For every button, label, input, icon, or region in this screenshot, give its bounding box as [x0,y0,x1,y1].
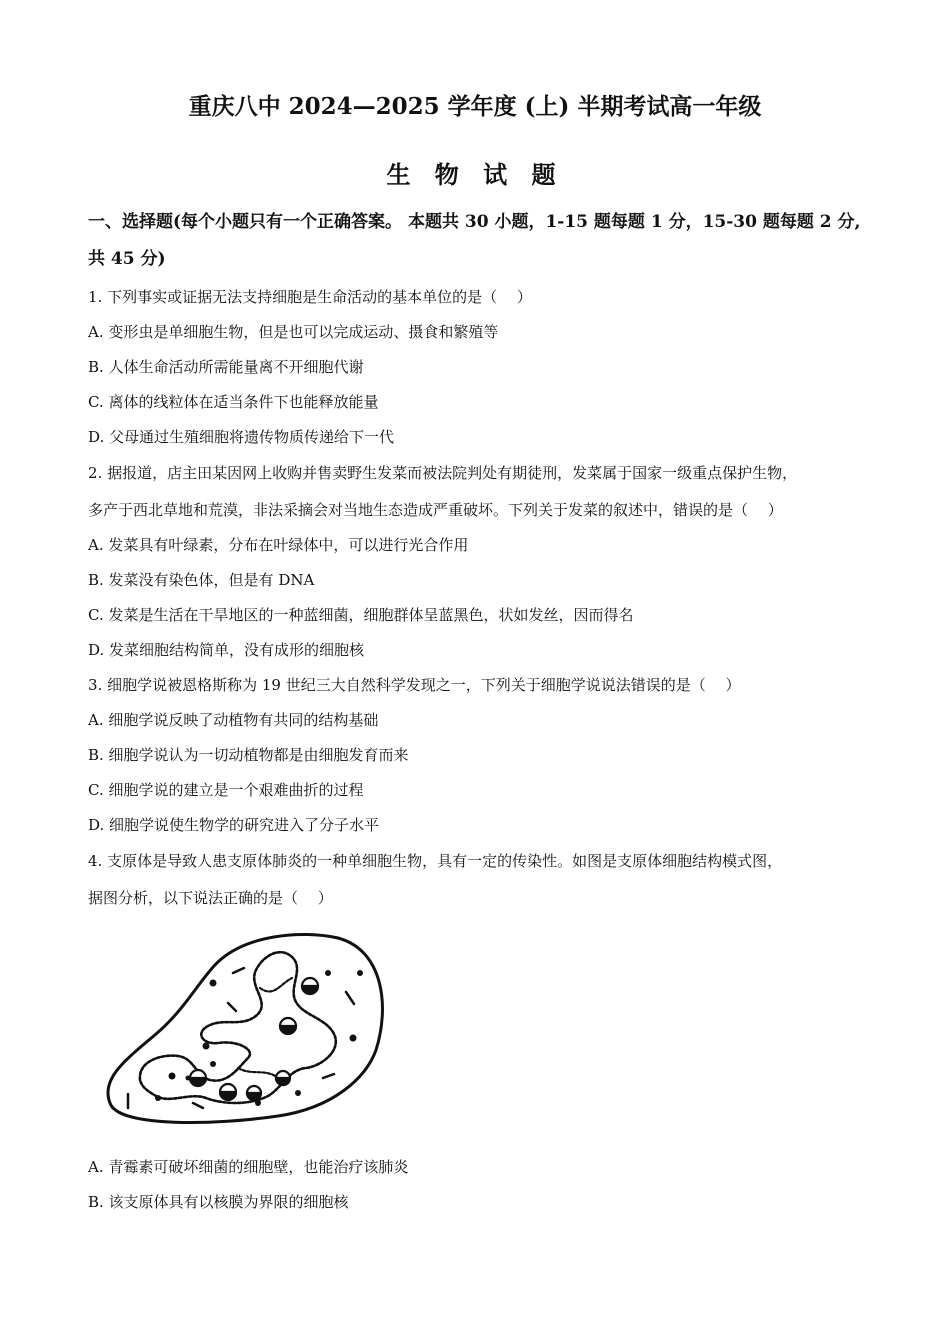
question-2-option-b: B. 发菜没有染色体，但是有 DNA [88,571,315,589]
question-2-option-d: D. 发菜细胞结构简单，没有成形的细胞核 [88,641,365,659]
question-2-option-a: A. 发菜具有叶绿素，分布在叶绿体中，可以进行光合作用 [88,536,469,554]
question-3-option-d: D. 细胞学说使生物学的研究进入了分子水平 [88,816,380,834]
question-1-option-d: D. 父母通过生殖细胞将遗传物质传递给下一代 [88,428,395,446]
question-3-option-b: B. 细胞学说认为一切动植物都是由细胞发育而来 [88,746,409,764]
question-1-option-c: C. 离体的线粒体在适当条件下也能释放能量 [88,393,379,411]
subject-title: 生 物 试 题 [386,160,564,189]
question-1-stem: 1. 下列事实或证据无法支持细胞是生命活动的基本单位的是（ ） [88,288,532,306]
question-4-stem-line-1: 4. 支原体是导致人患支原体肺炎的一种单细胞生物，具有一定的传染性。如图是支原体细胞结构模式图， [88,852,783,870]
question-4-option-a: A. 青霉素可破坏细菌的细胞壁，也能治疗该肺炎 [88,1158,409,1176]
question-4-stem-line-2: 据图分析，以下说法正确的是（ ） [88,889,333,907]
exam-title: 重庆八中 2024—2025 学年度 (上) 半期考试高一年级 [188,93,762,120]
question-2-option-c: C. 发菜是生活在干旱地区的一种蓝细菌，细胞群体呈蓝黑色，状如发丝，因而得名 [88,606,634,624]
question-2-stem-line-2: 多产于西北草地和荒漠，非法采摘会对当地生态造成严重破坏。下列关于发菜的叙述中，错误的是（ ） [88,501,783,519]
question-3-stem: 3. 细胞学说被恩格斯称为 19 世纪三大自然科学发现之一，下列关于细胞学说说法错误的是（ ） [88,676,741,694]
question-3-option-c: C. 细胞学说的建立是一个艰难曲折的过程 [88,781,364,799]
section-heading: 一、选择题(每个小题只有一个正确答案。 本题共 30 小题，1-15 题每题 1 分，15-30 题每题 2 分, 共 45 分) [88,212,861,269]
question-1-option-a: A. 变形虫是单细胞生物，但是也可以完成运动、摄食和繁殖等 [88,323,499,341]
question-3-option-a: A. 细胞学说反映了动植物有共同的结构基础 [88,711,379,729]
question-2-stem-line-1: 2. 据报道，店主田某因网上收购并售卖野生发菜而被法院判处有期徒刑，发菜属于国家一级重点保护生物， [88,464,798,482]
mycoplasma-cell-diagram-icon [98,928,388,1133]
question-4-option-b: B. 该支原体具有以核膜为界限的细胞核 [88,1193,349,1211]
question-1-option-b: B. 人体生命活动所需能量离不开细胞代谢 [88,358,364,376]
